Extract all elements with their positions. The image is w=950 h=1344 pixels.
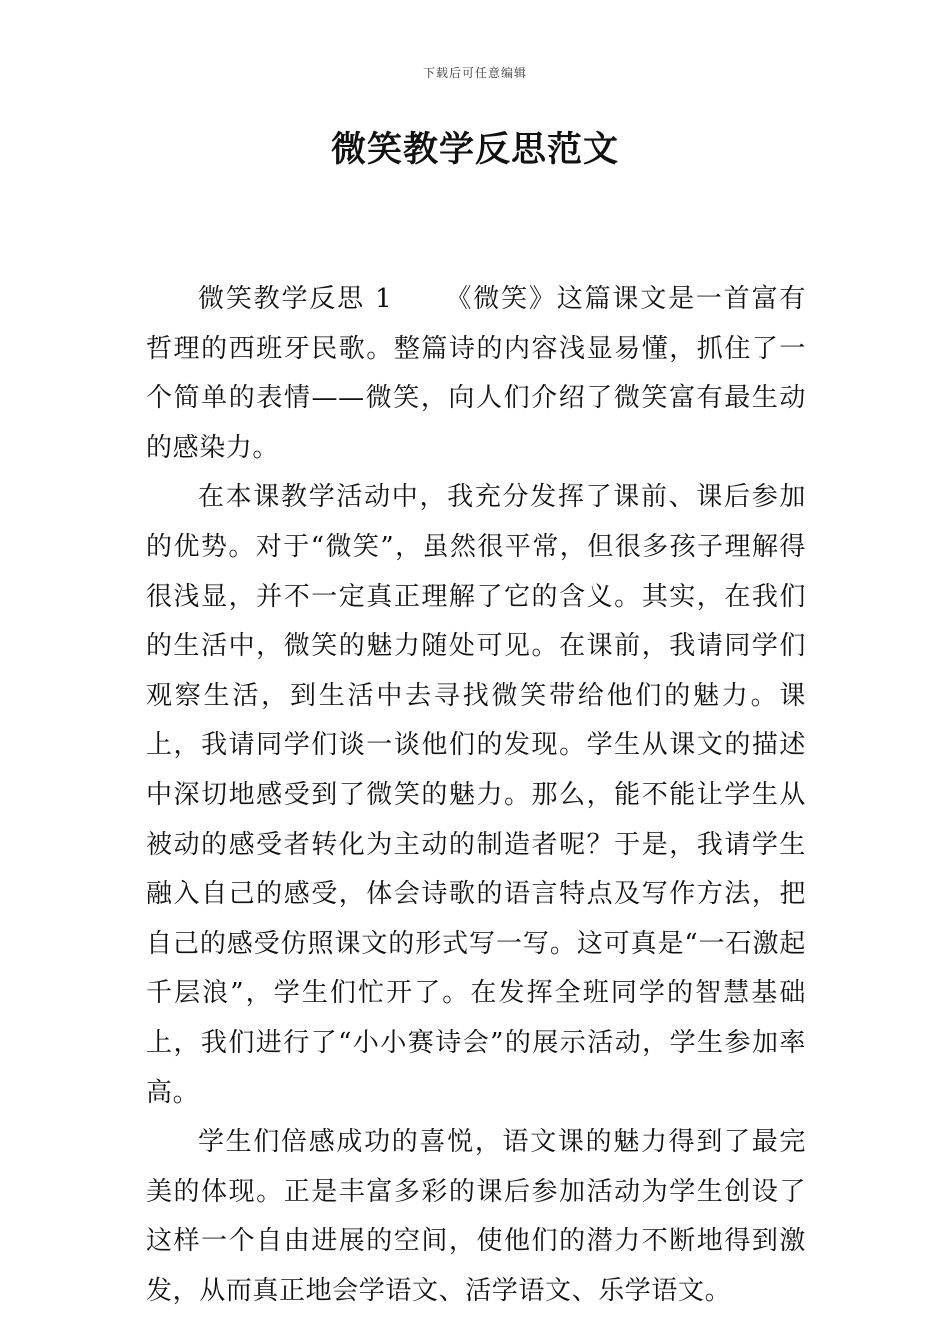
document-title: 微笑教学反思范文 [330, 130, 619, 170]
page-header-note: 下载后可任意编辑 [422, 66, 527, 80]
body-paragraph-1 [146, 275, 806, 473]
section-heading: 微笑教学反思 1 [198, 284, 393, 314]
body-paragraph-2: 在本课教学活动中，我充分发挥了课前、课后参加的优势。对于“微笑”，虽然很平常，但很多孩子理解得很浅显，并不一定真正理解了它的含义。其实，在我们的生活中，微笑的魅力随处可见。在课前，我请同学们观察生活，到生活中去寻找微笑带给他们的魅力。课上，我请同学们谈一谈他们的发现。学生从课文的描述中深切地感受到了微笑的魅力。那么，能不能让学生从被动的感受者转化为主动的制造者呢？于是，我请学生融入自己的感受，体会诗歌的语言特点及写作方法，把自己的感受仿照课文的形式写一写。这可真是“一石激起千层浪”，学生们忙开了。在发挥全班同学的智慧基础上，我们进行了“小小赛诗会”的展示活动，学生参加率高。 [146, 482, 806, 1108]
body-paragraph-3: 学生们倍感成功的喜悦，语文课的魅力得到了最完美的体现。正是丰富多彩的课后参加活动为学生创设了这样一个自由进展的空间，使他们的潜力不断地得到激发，从而真正地会学语文、活学语文、乐学语文。 [146, 1127, 806, 1306]
document-body [146, 275, 806, 1316]
paragraph-text: 《微笑》这篇课文是一首富有哲理的西班牙民歌。整篇诗的内容浅显易懂，抓住了一个简单的表情——微笑，向人们介绍了微笑富有最生动的感染力。 [146, 284, 806, 463]
